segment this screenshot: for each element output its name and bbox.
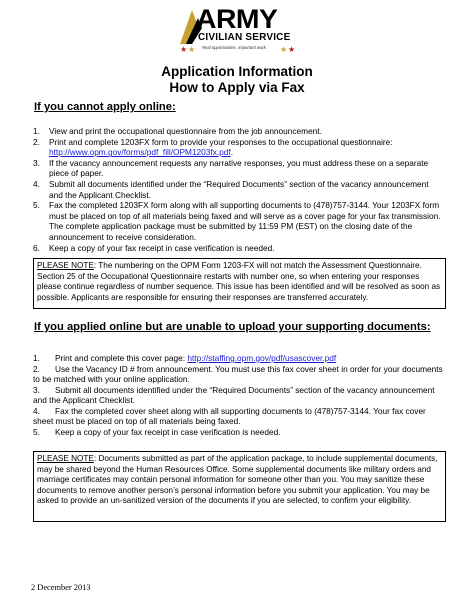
list-item: 6. Keep a copy of your fax receipt in case verification is needed. [33,242,275,253]
usas-cover-link[interactable]: http://staffing.opm.gov/pdf/usascover.pdf [187,353,337,363]
list-item: 5. Keep a copy of your fax receipt in case verification is needed. [33,426,281,437]
logo-tagline: Real opportunities. Important work. [202,45,267,50]
form-1203fx-link[interactable]: http://www.opm.gov/forms/pdf_fill/OPM1203fx.pdf [49,147,231,158]
section2-list [33,353,443,437]
list-item: 3. If the vacancy announcement requests any narrative responses, you must address these on a separate piece of paper. [33,157,429,179]
note-box [33,451,446,522]
footer-date: 2 December 2013 [31,583,91,592]
army-logo [172,6,302,54]
list-item: 2. Use the Vacancy ID # from announcement. You must use this fax cover sheet in order for your documents to be matched with your online application. [33,363,443,384]
star-icon: ★ [288,45,296,54]
list-item: 5. Fax the completed 1203FX form along with all supporting documents to (478)757-3144. Your 1203FX form must be placed on top of all materials being faxed and will serve as a cover page for your fax transmission. The complete application package must be submitted by 11:59 PM (EST) on the closing date of the announcement to receive consideration. [33,200,441,242]
logo-subtitle: CIVILIAN SERVICE [198,32,291,43]
section1-heading: If you cannot apply online: [34,101,176,113]
list-item: 1. Print and complete this cover page: http://staffing.opm.gov/pdf/usascover.pdf [33,353,337,363]
note-label: PLEASE NOTE [37,454,94,463]
section2-heading: If you applied online but are unable to upload your supporting documents: [34,321,431,333]
note-text: : The numbering on the OPM Form 1203-FX will not match the Assessment Questionnaire. Section 25 of the Occupational Questionnaire restarts with number one, so when entering your responses please continue regardless of number sequence. This issue has been identified and will be resolved as soon as possible. Applicants are responsible for ensuring their responses are transferred accurately. [37,261,441,302]
note-text: : Documents submitted as part of the application package, to include supplemental documents, may be shared beyond the Human Resources Office. Some supplemental documents like military orders and marriage certificates may contain personal information for someone other than you. You may sanitize these documents to remove another person’s personal information before you submit your application. You may be asked to provide an un-sanitized version of the documents if you are selected, to confirm your eligibility. [37,454,438,505]
list-item: 4. Submit all documents identified under the “Required Documents” section of the vacancy announcement and the Applicant Checklist. [33,178,429,200]
list-item: 3. Submit all documents identified under the “Required Documents” section of the vacancy announcement and the Applicant Checklist. [33,384,435,405]
list-item: 1. View and print the occupational questionnaire from the job announcement. [33,126,322,136]
list-item: 4. Fax the completed cover sheet along with all supporting documents to (478)757-3144. Your fax cover sheet must be placed on top of all materials being faxed. [33,405,426,426]
note-box [33,258,446,309]
section1-list [33,126,443,253]
page-subtitle: How to Apply via Fax [169,80,305,95]
star-icon: ★ [280,45,288,54]
star-icon: ★ [180,45,188,54]
star-icon: ★ [188,45,196,54]
logo-brand: ARMY [196,4,278,34]
page-title: Application Information [161,64,313,79]
note-label: PLEASE NOTE [37,261,94,270]
list-item: 2. Print and complete 1203FX form to provide your responses to the occupational questionnaire: http://www.opm.gov/forms/pdf_fill/OPM1203fx.pdf. [33,136,393,158]
